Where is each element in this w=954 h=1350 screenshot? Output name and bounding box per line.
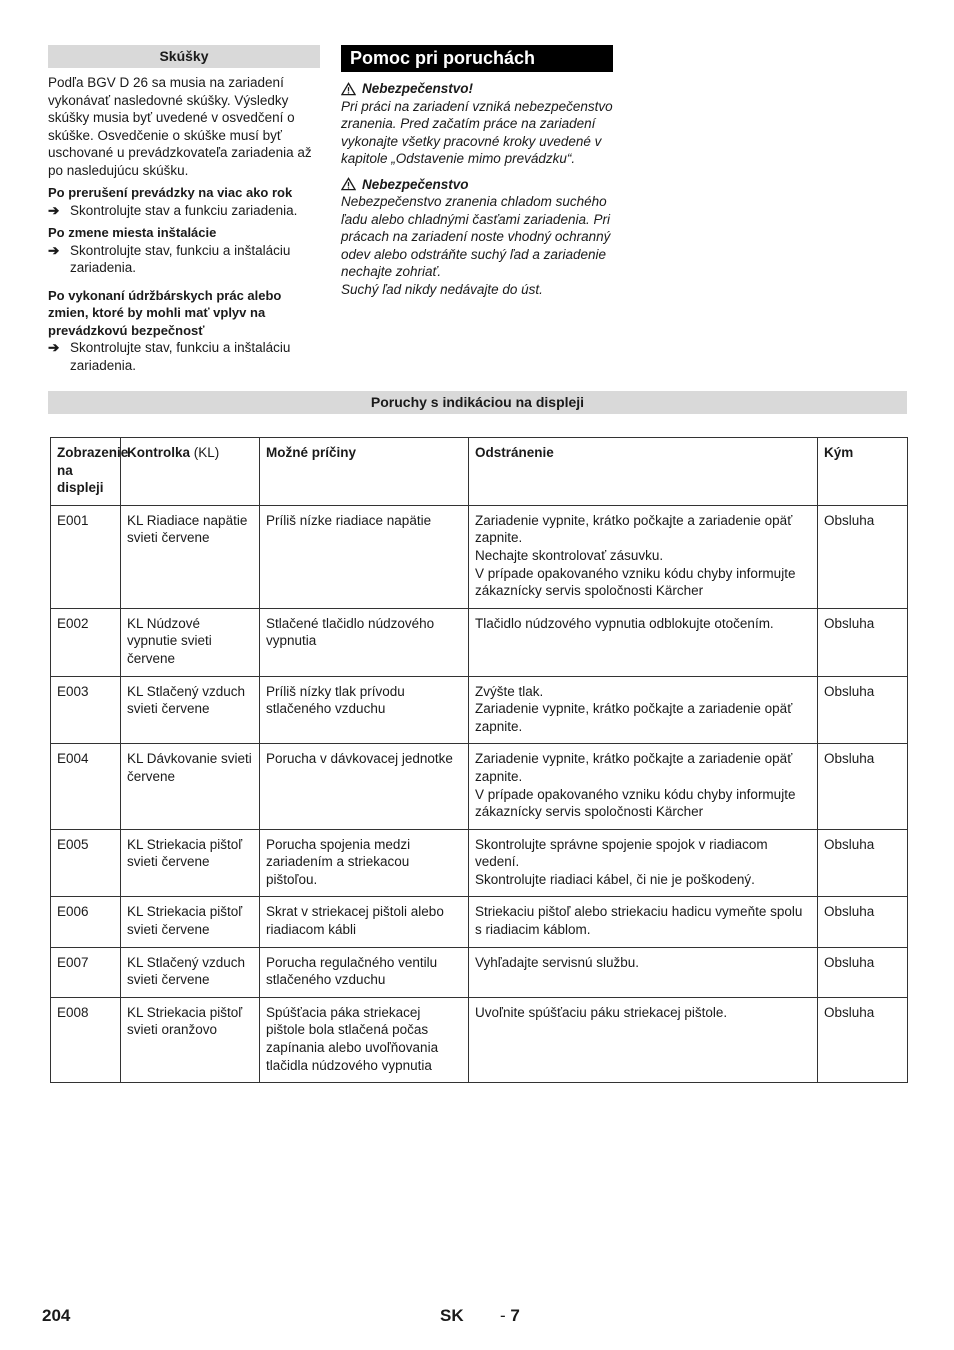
warning-triangle-icon <box>341 82 356 96</box>
cell-cause: Stlačené tlačidlo núdzového vypnutia <box>260 608 469 676</box>
column-header-causes: Možné príčiny <box>260 438 469 506</box>
language-code: SK <box>440 1306 464 1325</box>
column-header-display: Zobrazenie na displeji <box>51 438 121 506</box>
inspections-column <box>48 45 320 374</box>
list-item: ➔ Skontrolujte stav, funkciu a inštaláciu zariadenia. <box>48 340 291 373</box>
column-header-who: Kým <box>818 438 908 506</box>
warning-triangle-icon <box>341 177 356 191</box>
cell-cause: Príliš nízky tlak prívodu stlačeného vzduchu <box>260 676 469 744</box>
section-title: Po prerušení prevádzky na viac ako rok <box>48 185 293 200</box>
column-header-remedy: Odstránenie <box>469 438 818 506</box>
cell-remedy: Zvýšte tlak. Zariadenie vypnite, krátko počkajte a zariadenie opäť zapnite. <box>469 676 818 744</box>
cell-indicator: KL Riadiace napätie svieti červene <box>121 505 260 608</box>
sub-page-number: - 7 <box>500 1306 520 1325</box>
list-item: ➔ Skontrolujte stav, funkciu a inštaláciu zariadenia. <box>48 242 291 275</box>
arrow-right-icon: ➔ <box>48 340 60 355</box>
cell-cause: Porucha v dávkovacej jednotke <box>260 744 469 829</box>
cell-cause: Porucha regulačného ventilu stlačeného vzduchu <box>260 947 469 997</box>
cell-code: E007 <box>51 947 121 997</box>
section-title: Po vykonaní údržbárskych prác alebo zmien, ktoré by mohli mať vplyv na prevádzkovú bezpečnosť <box>48 287 282 338</box>
warning-text: Suchý ľad nikdy nedávajte do úst. <box>341 281 543 297</box>
fault-table <box>50 437 908 1083</box>
cell-remedy: Vyhľadajte servisnú službu. <box>469 947 818 997</box>
troubleshooting-heading: Pomoc pri poruchách <box>341 45 613 72</box>
column-header-indicator: Kontrolka (KL) <box>121 438 260 506</box>
table-row <box>51 608 908 676</box>
cell-indicator: KL Dávkovanie svieti červene <box>121 744 260 829</box>
page-number: 204 <box>42 1306 71 1325</box>
table-header-row <box>51 438 908 506</box>
warning-text: Nebezpečenstvo zranenia chladom suchého ľadu alebo chladnými časťami zariadenia. Pri prácach na zariadení noste vhodný ochranný odev alebo odstráňte suchý ľad a zariadenie nechajte zohriať. <box>341 194 611 279</box>
fault-table-heading: Poruchy s indikáciou na displeji <box>48 391 907 414</box>
cell-code: E001 <box>51 505 121 608</box>
table-row <box>51 676 908 744</box>
cell-remedy: Tlačidlo núdzového vypnutia odblokujte otočením. <box>469 608 818 676</box>
cell-code: E006 <box>51 897 121 947</box>
cell-remedy: Zariadenie vypnite, krátko počkajte a zariadenie opäť zapnite. Nechajte skontrolovať zásuvku. V prípade opakovaného vzniku kódu chyby informujte zákaznícky servis spoločnosti Kärcher <box>469 505 818 608</box>
cell-cause: Príliš nízke riadiace napätie <box>260 505 469 608</box>
warning-title: Nebezpečenstvo <box>341 176 613 194</box>
cell-code: E003 <box>51 676 121 744</box>
cell-indicator: KL Striekacia pištoľ svieti červene <box>121 897 260 947</box>
cell-remedy: Uvoľnite spúšťaciu páku striekacej pištole. <box>469 997 818 1082</box>
section-title: Po zmene miesta inštalácie <box>48 225 217 240</box>
cell-code: E005 <box>51 829 121 897</box>
table-row <box>51 829 908 897</box>
cell-who: Obsluha <box>818 947 908 997</box>
inspections-heading: Skúšky <box>48 45 320 68</box>
cell-indicator: KL Stlačený vzduch svieti červene <box>121 947 260 997</box>
cell-indicator: KL Striekacia pištoľ svieti červene <box>121 829 260 897</box>
cell-remedy: Zariadenie vypnite, krátko počkajte a zariadenie opäť zapnite. V prípade opakovaného vzniku kódu chyby informujte zákaznícky servis spoločnosti Kärcher <box>469 744 818 829</box>
cell-remedy: Striekaciu pištoľ alebo striekaciu hadicu vymeňte spolu s riadiacim káblom. <box>469 897 818 947</box>
cell-who: Obsluha <box>818 829 908 897</box>
cell-indicator: KL Núdzové vypnutie svieti červene <box>121 608 260 676</box>
cell-who: Obsluha <box>818 744 908 829</box>
cell-who: Obsluha <box>818 997 908 1082</box>
cell-code: E008 <box>51 997 121 1082</box>
table-row <box>51 505 908 608</box>
table-row <box>51 744 908 829</box>
cell-cause: Spúšťacia páka striekacej pištole bola stlačená počas zapínania alebo uvoľňovania tlačidla núdzového vypnutia <box>260 997 469 1082</box>
warning-title: Nebezpečenstvo! <box>341 80 613 98</box>
table-row <box>51 997 908 1082</box>
cell-who: Obsluha <box>818 897 908 947</box>
arrow-right-icon: ➔ <box>48 202 60 218</box>
cell-code: E002 <box>51 608 121 676</box>
cell-who: Obsluha <box>818 608 908 676</box>
cell-who: Obsluha <box>818 676 908 744</box>
cell-who: Obsluha <box>818 505 908 608</box>
cell-indicator: KL Striekacia pištoľ svieti oranžovo <box>121 997 260 1082</box>
troubleshooting-column <box>341 45 613 298</box>
table-row <box>51 947 908 997</box>
warning-text: Pri práci na zariadení vzniká nebezpečenstvo zranenia. Pred začatím práce na zariadení vykonajte všetky pracovné kroky uvedené v kapitole „Odstavenie mimo prevádzku“. <box>341 98 613 166</box>
table-row <box>51 897 908 947</box>
list-item: ➔ Skontrolujte stav a funkciu zariadenia. <box>48 202 298 218</box>
cell-cause: Porucha spojenia medzi zariadením a striekacou pištoľou. <box>260 829 469 897</box>
cell-indicator: KL Stlačený vzduch svieti červene <box>121 676 260 744</box>
cell-remedy: Skontrolujte správne spojenie spojok v riadiacom vedení. Skontrolujte riadiaci kábel, či nie je poškodený. <box>469 829 818 897</box>
inspections-intro: Podľa BGV D 26 sa musia na zariadení vykonávať nasledovné skúšky. Výsledky skúšky musia byť uvedené v osvedčení o skúške. Osvedčenie o skúške musí byť uschované u prevádzkovateľa zariadenia až po nasledujúcu skúšku. <box>48 75 312 178</box>
cell-code: E004 <box>51 744 121 829</box>
cell-cause: Skrat v striekacej pištoli alebo riadiacom kábli <box>260 897 469 947</box>
arrow-right-icon: ➔ <box>48 242 60 258</box>
